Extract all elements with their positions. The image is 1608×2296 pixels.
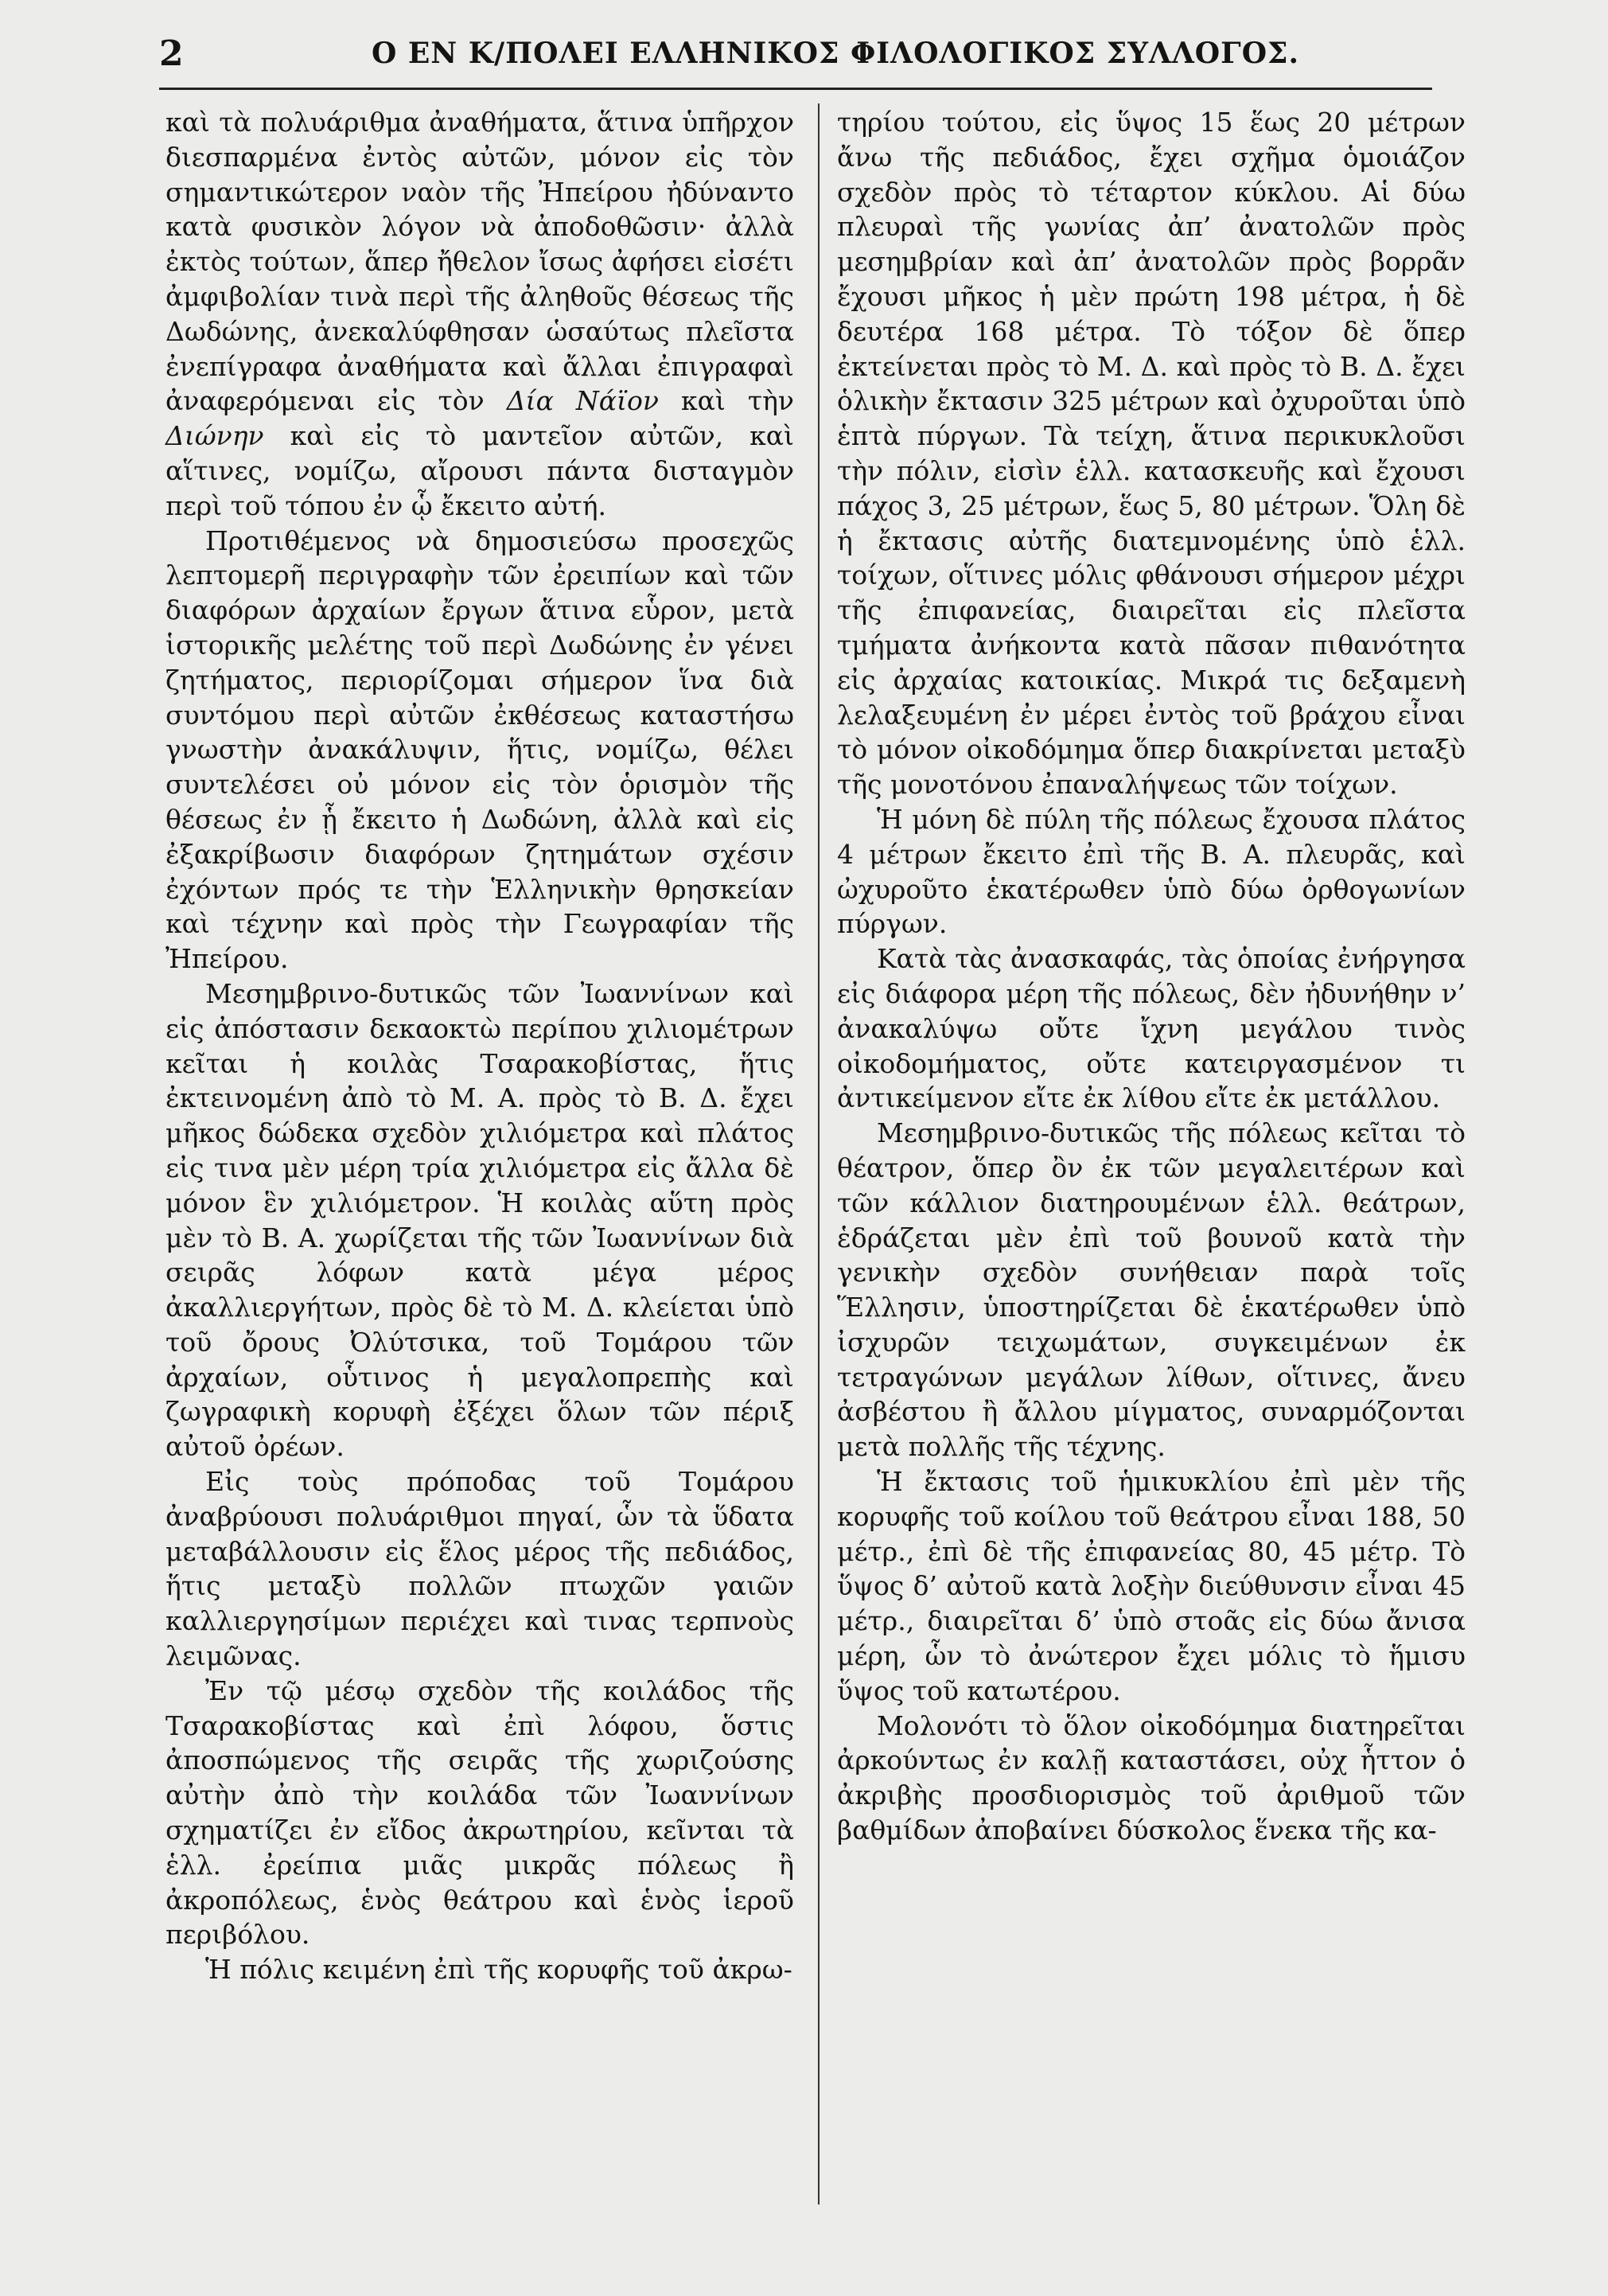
right-column [837, 105, 1466, 1848]
left-paragraph-5: Ἐν τῷ μέσῳ σχεδὸν τῆς κοιλάδος τῆς Τσαρακοβίστας καὶ ἐπὶ λόφου, ὅστις ἀποσπώμενος τῆς σειρᾶς τῆς χωριζούσης αὐτὴν ἀπὸ τὴν κοιλάδα τῶν Ἰωαννίνων σχηματίζει ἐν εἴδος ἀκρωτηρίου, κεῖνται τὰ ἑλλ. ἐρείπια μιᾶς μικρᾶς πόλεως ἢ ἀκροπόλεως, ἑνὸς θεάτρου καὶ ἑνὸς ἱεροῦ περιβόλου. [165, 1674, 794, 1951]
right-paragraph-1: τηρίου τούτου, εἰς ὕψος 15 ἕως 20 μέτρων ἄνω τῆς πεδιάδος, ἔχει σχῆμα ὁμοιάζον σχεδὸν πρὸς τὸ τέταρτον κύκλου. Αἱ δύω πλευραὶ τῆς γωνίας ἀπ’ ἀνατολῶν πρὸς μεσημβρίαν καὶ ἀπ’ ἀνατολῶν πρὸς βορρᾶν ἔχουσι μῆκος ἡ μὲν πρώτη 198 μέτρα, ἡ δὲ δευτέρα 168 μέτρα. Τὸ τόξον δὲ ὅπερ ἐκτείνεται πρὸς τὸ Μ. Δ. καὶ πρὸς τὸ Β. Δ. ἔχει ὁλικὴν ἔκτασιν 325 μέτρων καὶ ὀχυροῦται ὑπὸ ἑπτὰ πύργων. Τὰ τείχη, ἅτινα περικυκλοῦσι τὴν πόλιν, εἰσὶν ἑλλ. κατασκευῆς καὶ ἔχουσι πάχος 3, 25 μέτρων, ἕως 5, 80 μέτρων. Ὅλη δὲ ἡ ἔκτασις αὐτῆς διατεμνομένης ὑπὸ ἑλλ. τοίχων, οἵτινες μόλις φθάνουσι σήμερον μέχρι τῆς ἐπιφανείας, διαιρεῖται εἰς πλεῖστα τμήματα ἀνήκοντα κατὰ πᾶσαν πιθανότητα εἰς ἀρχαίας κατοικίας. Μικρά τις δεξαμενὴ λελαξευμένη ἐν μέρει ἐντὸς τοῦ βράχου εἶναι τὸ μόνον οἰκοδόμημα ὅπερ διακρίνεται μεταξὺ τῆς μονοτόνου ἐπαναλήψεως τῶν τοίχων. [837, 107, 1466, 801]
left-paragraph-2: Προτιθέμενος νὰ δημοσιεύσω προσεχῶς λεπτομερῆ περιγραφὴν τῶν ἐρειπίων καὶ τῶν διαφόρων ἀρχαίων ἔργων ἅτινα εὗρον, μετὰ ἱστορικῆς μελέτης τοῦ περὶ Δωδώνης ἐν γένει ζητήματος, περιορίζομαι σήμερον ἵνα διὰ συντόμου περὶ αὐτῶν ἐκθέσεως καταστήσω γνωστὴν ἀνακάλυψιν, ἥτις, νομίζω, θέλει συντελέσει οὐ μόνον εἰς τὸν ὁρισμὸν τῆς θέσεως ἐν ᾗ ἔκειτο ἡ Δωδώνη, ἀλλὰ καὶ εἰς ἐξακρίβωσιν διαφόρων ζητημάτων σχέσιν ἐχόντων πρός τε τὴν Ἑλληνικὴν θρησκείαν καὶ τέχνην καὶ πρὸς τὴν Γεωγραφίαν τῆς Ἠπείρου. [165, 524, 794, 975]
right-paragraph-2: Ἡ μόνη δὲ πύλη τῆς πόλεως ἔχουσα πλάτος 4 μέτρων ἔκειτο ἐπὶ τῆς Β. Α. πλευρᾶς, καὶ ὠχυροῦτο ἑκατέρωθεν ὑπὸ δύω ὀρθογωνίων πύργων. [837, 803, 1466, 940]
right-paragraph-3: Κατὰ τὰς ἀνασκαφάς, τὰς ὁποίας ἐνήργησα εἰς διάφορα μέρη τῆς πόλεως, δὲν ἠδυνήθην ν’ ἀνακαλύψω οὔτε ἴχνη μεγάλου τινὸς οἰκοδομήματος, οὔτε κατειργασμένον τι ἀντικείμενον εἴτε ἐκ λίθου εἴτε ἐκ μετάλλου. [837, 943, 1466, 1114]
left-paragraph-6: Ἡ πόλις κειμένη ἐπὶ τῆς κορυφῆς τοῦ ἀκρω- [205, 1954, 792, 1986]
left-paragraph-1-italic-1: Δία Νάϊον [506, 385, 659, 417]
left-paragraph-1-end: καὶ εἰς τὸ μαντεῖον αὐτῶν, καὶ αἵτινες, νομίζω, αἴρουσι πάντα δισταγμὸν περὶ τοῦ τόπου ἐν ᾧ ἔκειτο αὐτή. [165, 420, 794, 521]
header-rule [159, 88, 1432, 90]
left-paragraph-1 [165, 105, 794, 524]
left-paragraph-3: Μεσημβρινο-δυτικῶς τῶν Ἰωαννίνων καὶ εἰς ἀπόστασιν δεκαοκτὼ περίπου χιλιομέτρων κεῖται ἡ κοιλὰς Τσαρακοβίστας, ἥτις ἐκτεινομένη ἀπὸ τὸ Μ. Α. πρὸς τὸ Β. Δ. ἔχει μῆκος δώδεκα σχεδὸν χιλιόμετρα καὶ πλάτος εἰς τινα μὲν μέρη τρία χιλιόμετρα εἰς ἄλλα δὲ μόνον ἓν χιλιόμετρον. Ἡ κοιλὰς αὕτη πρὸς μὲν τὸ Β. Α. χωρίζεται τῆς τῶν Ἰωαννίνων διὰ σειρᾶς λόφων κατὰ μέγα μέρος ἀκαλλιεργήτων, πρὸς δὲ τὸ Μ. Δ. κλείεται ὑπὸ τοῦ ὄρους Ὀλύτσικα, τοῦ Τομάρου τῶν ἀρχαίων, οὗτινος ἡ μεγαλοπρεπὴς καὶ ζωγραφικὴ κορυφὴ ἐξέχει ὅλων τῶν πέριξ αὐτοῦ ὀρέων. [165, 977, 794, 1463]
page-number: 2 [159, 33, 184, 74]
left-paragraph-1-mid: καὶ τὴν [681, 385, 794, 417]
running-title: Ο ΕΝ Κ/ΠΟΛΕΙ ΕΛΛΗΝΙΚΟΣ ΦΙΛΟΛΟΓΙΚΟΣ ΣΥΛΛΟΓΟΣ. [371, 37, 1300, 70]
right-paragraph-5: Ἡ ἔκτασις τοῦ ἡμικυκλίου ἐπὶ μὲν τῆς κορυφῆς τοῦ κοίλου τοῦ θεάτρου εἶναι 188, 50 μέτρ., ἐπὶ δὲ τῆς ἐπιφανείας 80, 45 μέτρ. Τὸ ὕψος δ’ αὐτοῦ κατὰ λοξὴν διεύθυνσιν εἶναι 45 μέτρ., διαιρεῖται δ’ ὑπὸ στοᾶς εἰς δύω ἄνισα μέρη, ὧν τὸ ἀνώτερον ἔχει μόλις τὸ ἥμισυ ὕψος τοῦ κατωτέρου. [837, 1466, 1466, 1706]
column-divider [818, 103, 820, 2204]
right-paragraph-6: Μολονότι τὸ ὅλον οἰκοδόμημα διατηρεῖται ἀρκούντως ἐν καλῇ καταστάσει, οὐχ ἧττον ὁ ἀκριβὴς προσδιορισμὸς τοῦ ἀριθμοῦ τῶν βαθμίδων ἀποβαίνει δύσκολος ἕνεκα τῆς κα- [837, 1709, 1466, 1846]
left-paragraph-1-italic-2: Διώνην [165, 420, 264, 452]
left-paragraph-1-text: καὶ τὰ πολυάριθμα ἀναθήματα, ἅτινα ὑπῆρχον διεσπαρμένα ἐντὸς αὐτῶν, μόνον εἰς τὸν σημαντικώτερον ναὸν τῆς Ἠπείρου ἠδύναντο κατὰ φυσικὸν λόγον νὰ ἀποδοθῶσιν· ἀλλὰ ἐκτὸς τούτων, ἅπερ ἤθελον ἴσως ἀφήσει εἰσέτι ἀμφιβολίαν τινὰ περὶ τῆς ἀληθοῦς θέσεως τῆς Δωδώνης, ἀνεκαλύφθησαν ὡσαύτως πλεῖστα ἐνεπίγραφα ἀναθήματα καὶ ἄλλαι ἐπιγραφαὶ ἀναφερόμεναι εἰς τὸν [165, 107, 794, 417]
left-column [165, 105, 794, 1987]
left-paragraph-4: Εἰς τοὺς πρόποδας τοῦ Τομάρου ἀναβρύουσι πολυάριθμοι πηγαί, ὧν τὰ ὕδατα μεταβάλλουσιν εἰς ἕλος μέρος τῆς πεδιάδος, ἥτις μεταξὺ πολλῶν πτωχῶν γαιῶν καλλιεργησίμων περιέχει καὶ τινας τερπνοὺς λειμῶνας. [165, 1466, 794, 1672]
right-paragraph-4: Μεσημβρινο-δυτικῶς τῆς πόλεως κεῖται τὸ θέατρον, ὅπερ ὂν ἐκ τῶν μεγαλειτέρων καὶ τῶν κάλλιον διατηρουμένων ἑλλ. θεάτρων, ἑδράζεται μὲν ἐπὶ τοῦ βουνοῦ κατὰ τὴν γενικὴν σχεδὸν συνήθειαν παρὰ τοῖς Ἕλλησιν, ὑποστηρίζεται δὲ ἑκατέρωθεν ὑπὸ ἰσχυρῶν τειχωμάτων, συγκειμένων ἐκ τετραγώνων μεγάλων λίθων, οἵτινες, ἄνευ ἀσβέστου ἢ ἄλλου μίγματος, συναρμόζονται μετὰ πολλῆς τῆς τέχνης. [837, 1117, 1466, 1463]
